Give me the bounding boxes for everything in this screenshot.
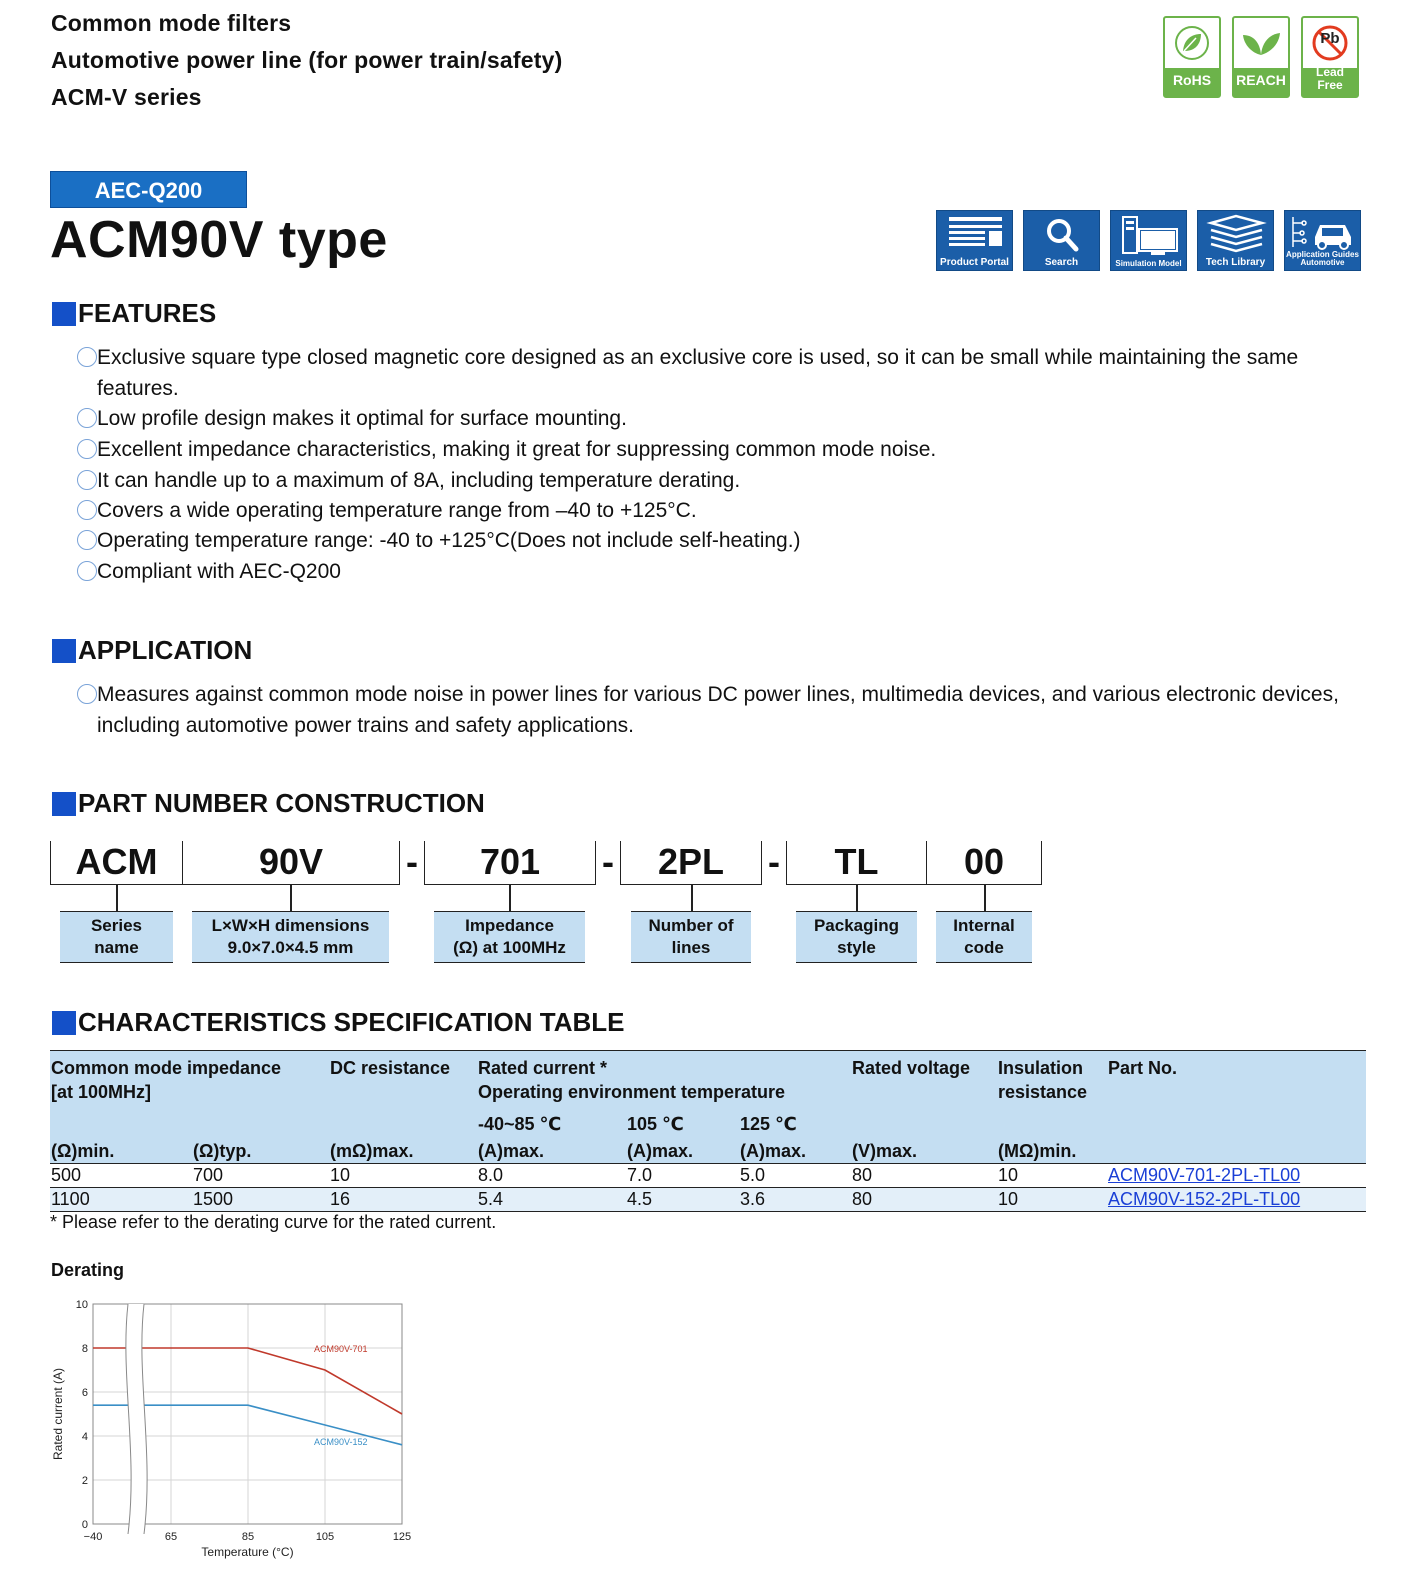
unit-v: (V)max. — [851, 1136, 997, 1164]
lead-free-label: Lead Free — [1315, 65, 1344, 92]
derating-chart — [46, 1292, 426, 1581]
header-dc-resistance: DC resistance — [329, 1051, 477, 1105]
unit-min: (Ω)min. — [50, 1136, 192, 1164]
features-heading: FEATURES — [52, 298, 216, 329]
pn-label-dimensions: L×W×H dimensions 9.0×7.0×4.5 mm — [192, 911, 389, 963]
application-heading: APPLICATION — [52, 635, 252, 666]
y-tick-label: 4 — [81, 1431, 88, 1443]
y-tick-label: 2 — [81, 1475, 88, 1487]
header-rated-current: Rated current * Operating environment temperature — [477, 1051, 851, 1105]
pn-segment-packaging: TL — [786, 841, 927, 885]
pn-segment-lines: 2PL — [620, 841, 762, 885]
library-icon — [1198, 211, 1275, 259]
header-line-1: Common mode filters — [51, 10, 292, 36]
pn-label-lines: Number of lines — [631, 911, 751, 963]
pn-segment-internal: 00 — [926, 841, 1042, 885]
series-label: ACM90V-701 — [314, 1344, 368, 1354]
y-axis-label: Rated current (A) — [51, 1367, 65, 1461]
series-label: ACM90V-152 — [314, 1437, 368, 1447]
portal-icon — [937, 211, 1014, 259]
part-link[interactable]: ACM90V-701-2PL-TL00 — [1108, 1165, 1301, 1185]
section-marker — [52, 1011, 76, 1035]
header-line-3: ACM-V series — [51, 84, 202, 110]
header-temp-2: 105 ℃ — [626, 1104, 739, 1136]
section-marker — [52, 639, 76, 663]
y-tick-label: 10 — [75, 1299, 88, 1311]
header-temp-1: -40~85 ℃ — [477, 1104, 626, 1136]
application-item: Measures against common mode noise in power lines for various DC power lines, multimedia devices, and various electronic devices, including automotive power trains and safety applications. — [77, 679, 1367, 741]
unit-typ: (Ω)typ. — [192, 1136, 329, 1164]
tool-links — [936, 210, 1361, 271]
x-axis-label: Temperature (°C) — [201, 1545, 294, 1559]
rohs-badge — [1163, 16, 1221, 98]
y-tick-label: 6 — [81, 1387, 88, 1399]
header-line-2: Automotive power line (for power train/safety) — [51, 47, 563, 73]
pn-dash: - — [602, 841, 614, 882]
header-insulation: Insulation resistance — [997, 1051, 1107, 1105]
derating-title: Derating — [51, 1260, 125, 1280]
search-icon — [1024, 211, 1101, 259]
section-marker — [52, 792, 76, 816]
pn-label-series: Series name — [60, 911, 173, 963]
leaf-icon — [1174, 25, 1210, 61]
pn-dash: - — [406, 841, 418, 882]
product-portal-button[interactable] — [936, 210, 1013, 271]
unit-a2: (A)max. — [626, 1136, 739, 1164]
feature-item: Excellent impedance characteristics, making it great for suppressing common mode noise. — [77, 434, 1367, 465]
table-row: 1100 1500 16 5.4 4.5 3.6 80 10 ACM90V-152-2PL-TL00 — [50, 1188, 1366, 1212]
aec-q200-tag: AEC-Q200 — [50, 171, 247, 208]
application-guides-button[interactable] — [1284, 210, 1361, 271]
x-tick-label: 105 — [315, 1531, 335, 1543]
header-impedance: Common mode impedance [at 100MHz] — [50, 1051, 329, 1105]
part-link[interactable]: ACM90V-152-2PL-TL00 — [1108, 1189, 1301, 1209]
unit-dcr: (mΩ)max. — [329, 1136, 477, 1164]
pn-dash: - — [768, 841, 780, 882]
reach-badge — [1232, 16, 1290, 98]
feature-item: Low profile design makes it optimal for surface mounting. — [77, 403, 1367, 434]
unit-a3: (A)max. — [739, 1136, 851, 1164]
pn-segment-series: ACM — [50, 841, 183, 885]
x-tick-label: 125 — [392, 1531, 412, 1543]
product-portal-label: Product Portal — [940, 257, 1009, 268]
pn-segment-dimensions: 90V — [182, 841, 400, 885]
lead-free-badge — [1301, 16, 1359, 98]
feature-item: Operating temperature range: -40 to +125°C(Does not include self-heating.) — [77, 525, 1367, 556]
tech-library-button[interactable] — [1197, 210, 1274, 271]
table-row: 500 700 10 8.0 7.0 5.0 80 10 ACM90V-701-2PL-TL00 — [50, 1164, 1366, 1188]
pn-label-internal: Internal code — [936, 911, 1032, 963]
header-temp-3: 125 ℃ — [739, 1104, 851, 1136]
compliance-badges — [1163, 16, 1359, 98]
header-rated-voltage: Rated voltage — [851, 1051, 997, 1105]
page-title: ACM90V type — [50, 211, 388, 269]
header-part-no: Part No. — [1107, 1051, 1366, 1105]
unit-ins: (MΩ)min. — [997, 1136, 1107, 1164]
application-guides-label: Application Guides Automotive — [1286, 250, 1359, 267]
unit-a1: (A)max. — [477, 1136, 626, 1164]
pn-label-packaging: Packaging style — [796, 911, 917, 963]
pn-segment-impedance: 701 — [424, 841, 596, 885]
x-tick-label: 65 — [164, 1531, 178, 1543]
x-tick-label: −40 — [83, 1531, 103, 1543]
feature-item: Compliant with AEC-Q200 — [77, 556, 1367, 587]
section-marker — [52, 302, 76, 326]
rohs-label: RoHS — [1172, 72, 1212, 88]
feature-item: It can handle up to a maximum of 8A, including temperature derating. — [77, 465, 1367, 496]
pn-label-impedance: Impedance (Ω) at 100MHz — [434, 911, 585, 963]
reach-label: REACH — [1236, 72, 1286, 88]
spec-heading: CHARACTERISTICS SPECIFICATION TABLE — [52, 1007, 624, 1038]
part-number-heading: PART NUMBER CONSTRUCTION — [52, 788, 485, 819]
no-lead-icon-text: Pb — [1320, 30, 1340, 47]
computer-icon — [1111, 211, 1188, 261]
car-icon — [1285, 211, 1362, 255]
rated-current-note: * Please refer to the derating curve for the rated current. — [50, 1212, 497, 1232]
simulation-model-label: Simulation Model — [1115, 259, 1182, 268]
search-button[interactable] — [1023, 210, 1100, 271]
spec-table — [50, 1050, 1366, 1212]
tech-library-label: Tech Library — [1205, 257, 1266, 268]
feature-item: Exclusive square type closed magnetic core designed as an exclusive core is used, so it can be small while maintaining the same features. — [77, 342, 1367, 404]
feature-item: Covers a wide operating temperature range from –40 to +125°C. — [77, 495, 1367, 526]
x-tick-label: 85 — [241, 1531, 255, 1543]
simulation-model-button[interactable] — [1110, 210, 1187, 271]
y-tick-label: 0 — [81, 1519, 88, 1531]
double-leaf-icon — [1238, 25, 1284, 61]
search-label: Search — [1044, 257, 1079, 268]
y-tick-label: 8 — [81, 1343, 88, 1355]
